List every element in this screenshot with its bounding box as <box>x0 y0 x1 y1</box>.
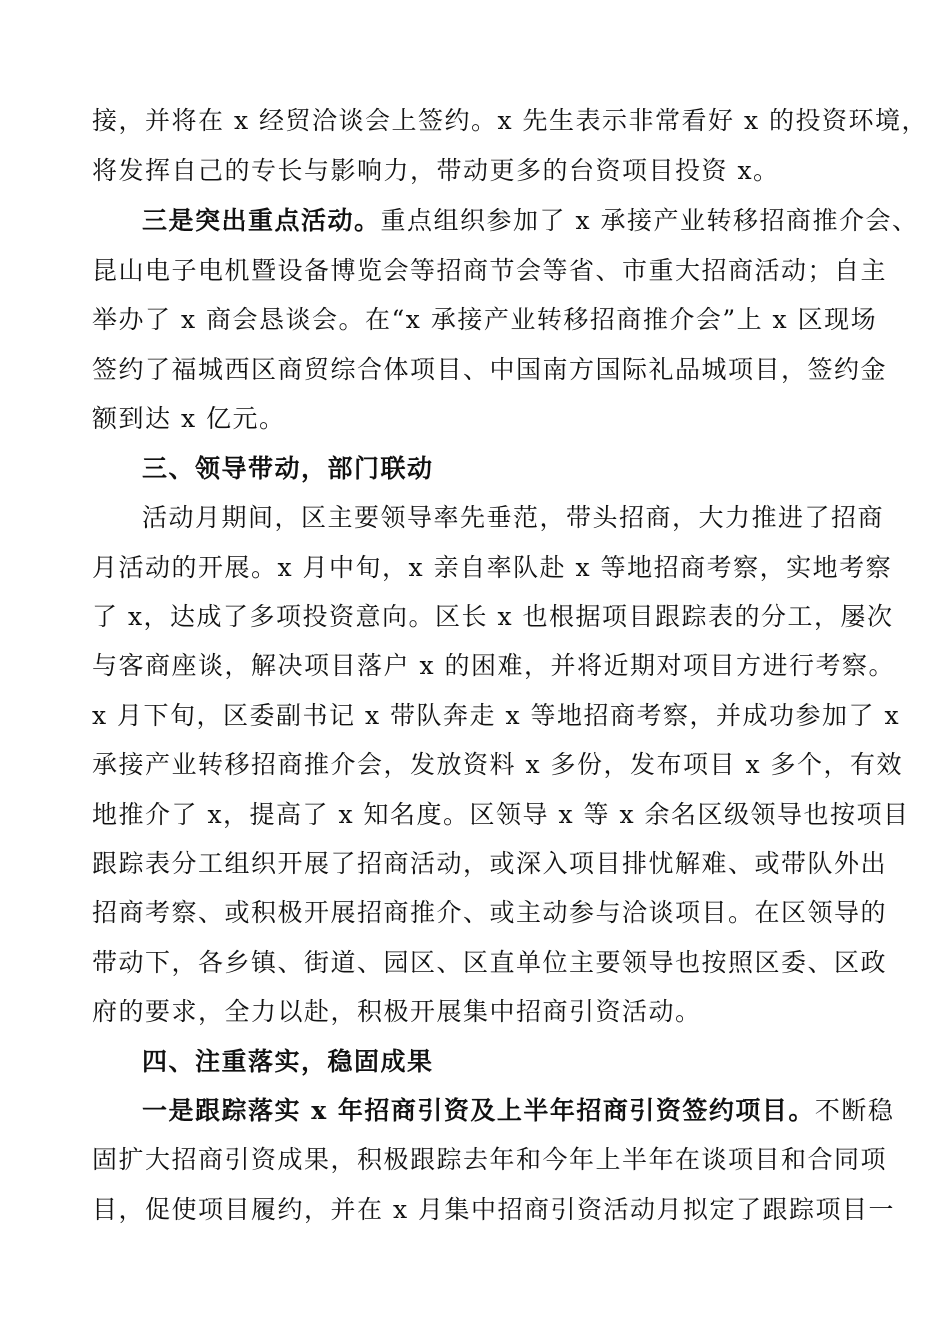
bold-lead: 一是跟踪落实 x 年招商引资及上半年招商引资签约项目。 <box>142 1096 815 1125</box>
paragraph-text: 重点组织参加了 x 承接产业转移招商推介会、 <box>380 206 919 235</box>
paragraph-line: 与客商座谈，解决项目落户 x 的困难，并将近期对项目方进行考察。 <box>92 651 895 680</box>
paragraph-line: 月活动的开展。x 月中旬，x 亲自率队赴 x 等地招商考察，实地考察 <box>92 553 893 582</box>
paragraph-text: 不断稳 <box>814 1096 895 1125</box>
paragraph-line: 府的要求，全力以赴，积极开展集中招商引资活动。 <box>92 997 702 1026</box>
paragraph-line: 额到达 x 亿元。 <box>92 404 286 433</box>
paragraph-line: 接，并将在 x 经贸洽谈会上签约。x 先生表示非常看好 x 的投资环境， <box>92 106 929 135</box>
paragraph-line: 昆山电子电机暨设备博览会等招商节会等省、市重大招商活动；自主 <box>92 256 888 285</box>
paragraph-line <box>142 1091 922 1131</box>
paragraph-line: 招商考察、或积极开展招商推介、或主动参与洽谈项目。在区领导的 <box>92 898 888 927</box>
paragraph-line: 跟踪表分工组织开展了招商活动，或深入项目排忧解难、或带队外出 <box>92 849 888 878</box>
section-heading: 三、领导带动，部门联动 <box>142 454 434 483</box>
paragraph-line: 举办了 x 商会恳谈会。在“x 承接产业转移招商推介会”上 x 区现场 <box>92 305 878 334</box>
paragraph-line: x 月下旬，区委副书记 x 带队奔走 x 等地招商考察，并成功参加了 x <box>92 701 901 730</box>
section-heading: 四、注重落实，稳固成果 <box>142 1047 434 1076</box>
paragraph-line: 了 x，达成了多项投资意向。区长 x 也根据项目跟踪表的分工，屡次 <box>92 602 894 631</box>
paragraph-line: 将发挥自己的专长与影响力，带动更多的台资项目投资 x。 <box>92 156 780 185</box>
paragraph-line: 活动月期间，区主要领导率先垂范，带头招商，大力推进了招商 <box>142 503 885 532</box>
paragraph-line: 目，促使项目履约，并在 x 月集中招商引资活动月拟定了跟踪项目一 <box>92 1195 895 1224</box>
bold-lead: 三是突出重点活动。 <box>142 206 381 235</box>
paragraph-line: 固扩大招商引资成果，积极跟踪去年和今年上半年在谈项目和合同项 <box>92 1145 888 1174</box>
paragraph-line: 地推介了 x，提高了 x 知名度。区领导 x 等 x 余名区级领导也按项目 <box>92 800 910 829</box>
paragraph-line: 带动下，各乡镇、街道、园区、区直单位主要领导也按照区委、区政 <box>92 948 888 977</box>
paragraph-line: 签约了福城西区商贸综合体项目、中国南方国际礼品城项目，签约金 <box>92 355 888 384</box>
paragraph-line: 承接产业转移招商推介会，发放资料 x 多份，发布项目 x 多个，有效 <box>92 750 903 779</box>
paragraph-line <box>142 201 922 241</box>
